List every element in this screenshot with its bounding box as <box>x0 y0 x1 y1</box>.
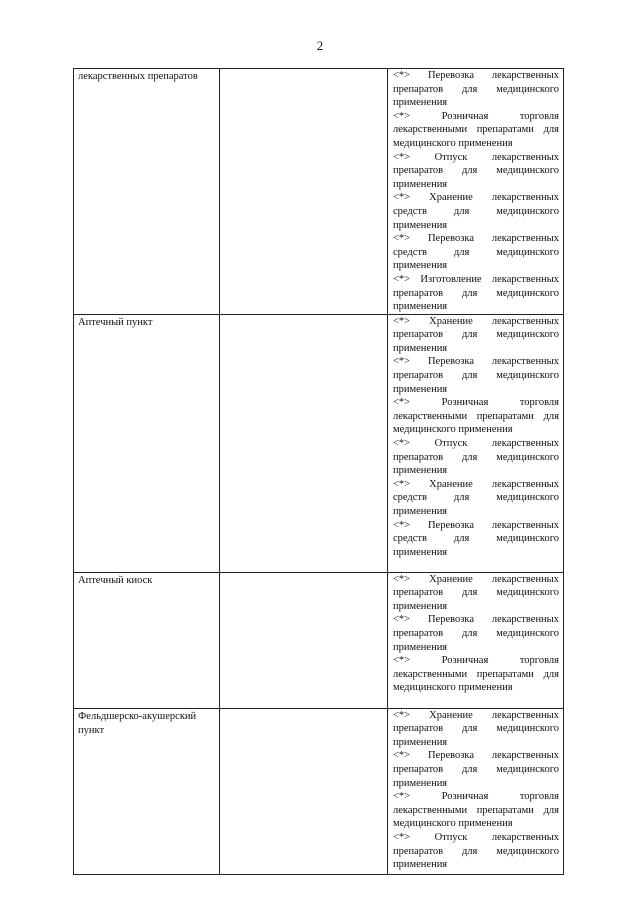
organization-type: Фельдшерско-акушерский пункт <box>78 710 197 736</box>
activity-entry: <*> Хранение лекарственных препаратов для медицинского применения <box>393 709 559 748</box>
activity-entry: <*> Перевозка лекарственных препаратов для медицинского применения <box>393 750 559 789</box>
organization-type-cell <box>74 314 220 572</box>
organization-type-cell <box>74 572 220 708</box>
activity-entry: <*> Перевозка лекарственных препаратов для медицинского применения <box>393 70 559 109</box>
activity-entry: <*> Отпуск лекарственных препаратов для медицинского применения <box>393 438 559 477</box>
activity-entry: <*> Хранение лекарственных средств для медицинского применения <box>393 192 559 231</box>
activity-entry: <*> Отпуск лекарственных препаратов для медицинского применения <box>393 151 559 190</box>
activity-entry: <*> Перевозка лекарственных препаратов для медицинского применения <box>393 614 559 653</box>
organization-type-cell <box>74 708 220 874</box>
activities-cell <box>388 69 564 315</box>
activities-cell <box>388 314 564 572</box>
page-number: 2 <box>316 38 324 53</box>
empty-cell <box>220 69 388 315</box>
empty-cell <box>220 708 388 874</box>
table-row <box>74 69 564 315</box>
organization-type: лекарственных препаратов <box>78 71 198 82</box>
activity-entry: <*> Розничная торговля лекарственными препаратами для медицинского применения <box>393 110 559 149</box>
organization-type: Аптечный киоск <box>78 574 153 586</box>
activity-entry: <*> Изготовление лекарственных препаратов для медицинского применения <box>393 273 559 313</box>
table-row <box>74 708 564 874</box>
activity-entry: <*> Перевозка лекарственных препаратов для медицинского применения <box>393 356 559 395</box>
licensing-table <box>73 68 564 875</box>
organization-type-cell <box>74 69 220 315</box>
empty-cell <box>220 572 388 708</box>
activities-cell <box>388 708 564 874</box>
empty-cell <box>220 314 388 572</box>
activity-entry: <*> Перевозка лекарственных средств для медицинского применения <box>393 519 559 558</box>
activity-entry: <*> Розничная торговля лекарственными препаратами для медицинского применения <box>393 655 559 694</box>
table-row <box>74 572 564 708</box>
table-row <box>74 314 564 572</box>
activities-cell <box>388 572 564 708</box>
activity-entry: <*> Розничная торговля лекарственными препаратами для медицинского применения <box>393 397 559 436</box>
activity-entry: <*> Отпуск лекарственных препаратов для медицинского применения <box>393 832 559 871</box>
organization-type: Аптечный пункт <box>78 316 153 328</box>
activity-entry: <*> Розничная торговля лекарственными препаратами для медицинского применения <box>393 791 559 830</box>
activity-entry: <*> Хранение лекарственных средств для медицинского применения <box>393 478 559 517</box>
activity-entry: <*> Перевозка лекарственных средств для медицинского применения <box>393 233 559 272</box>
activity-entry: <*> Хранение лекарственных препаратов для медицинского применения <box>393 573 559 612</box>
activity-entry: <*> Хранение лекарственных препаратов для медицинского применения <box>393 315 559 354</box>
